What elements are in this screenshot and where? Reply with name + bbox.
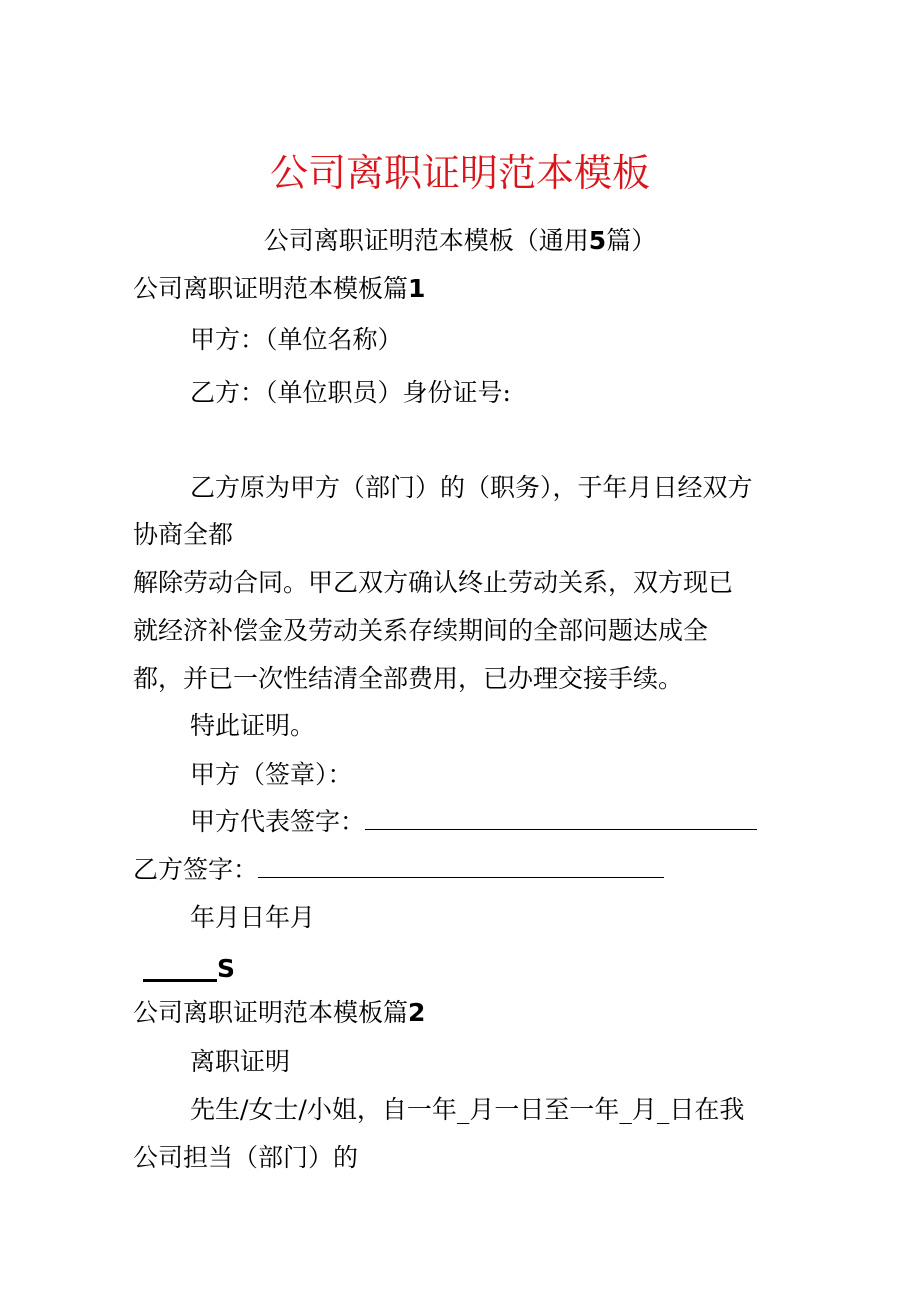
paragraph-line: 先生/女士/小姐，自一年_月一日至一年_月_日在我 bbox=[190, 1095, 745, 1124]
section1-heading-number: 1 bbox=[408, 274, 426, 303]
date-line: 年月日年月 bbox=[190, 903, 316, 932]
paragraph-line: 乙方原为甲方（部门）的（职务），于年月日经双方 bbox=[190, 473, 753, 502]
subtitle-text: 公司离职证明范本模板（通用 bbox=[263, 226, 589, 255]
subtitle-count: 5 bbox=[588, 226, 607, 255]
paragraph-line: 都，并已一次性结清全部费用，已办理交接手续。 bbox=[133, 664, 684, 693]
hereby-certify-line: 特此证明。 bbox=[190, 711, 316, 740]
representative-signature-line bbox=[365, 807, 757, 830]
section1-heading bbox=[133, 272, 425, 306]
document-title: 公司离职证明范本模板 bbox=[269, 151, 650, 195]
subtitle-end: 篇） bbox=[606, 226, 657, 255]
party-a-line: 甲方：（单位名称） bbox=[190, 325, 403, 354]
party-a-seal-line: 甲方（签章）： bbox=[190, 760, 353, 789]
party-b-signature-line bbox=[258, 855, 664, 878]
section2-heading-number: 2 bbox=[408, 998, 426, 1027]
party-b-signature bbox=[133, 853, 664, 887]
document-subtitle bbox=[0, 224, 920, 258]
party-b-line: 乙方：（单位职员）身份证号: bbox=[190, 378, 511, 407]
party-a-representative-signature bbox=[190, 805, 757, 839]
representative-signature-label: 甲方代表签字： bbox=[190, 807, 366, 836]
stray-mark: S bbox=[217, 954, 236, 983]
section2-heading bbox=[133, 996, 425, 1030]
section1-heading-text: 公司离职证明范本模板篇 bbox=[133, 274, 409, 303]
paragraph-line: 就经济补偿金及劳动关系存续期间的全部问题达成全 bbox=[133, 616, 709, 645]
party-b-signature-label: 乙方签字： bbox=[133, 855, 259, 884]
paragraph-line: 协商全都 bbox=[133, 520, 234, 549]
section2-heading-text: 公司离职证明范本模板篇 bbox=[133, 998, 409, 1027]
paragraph-line: 公司担当（部门）的 bbox=[133, 1143, 359, 1172]
resignation-certificate-label: 离职证明 bbox=[190, 1047, 291, 1076]
paragraph-line: 解除劳动合同。甲乙双方确认终止劳动关系，双方现已 bbox=[133, 568, 734, 597]
underline-mark bbox=[143, 979, 217, 982]
